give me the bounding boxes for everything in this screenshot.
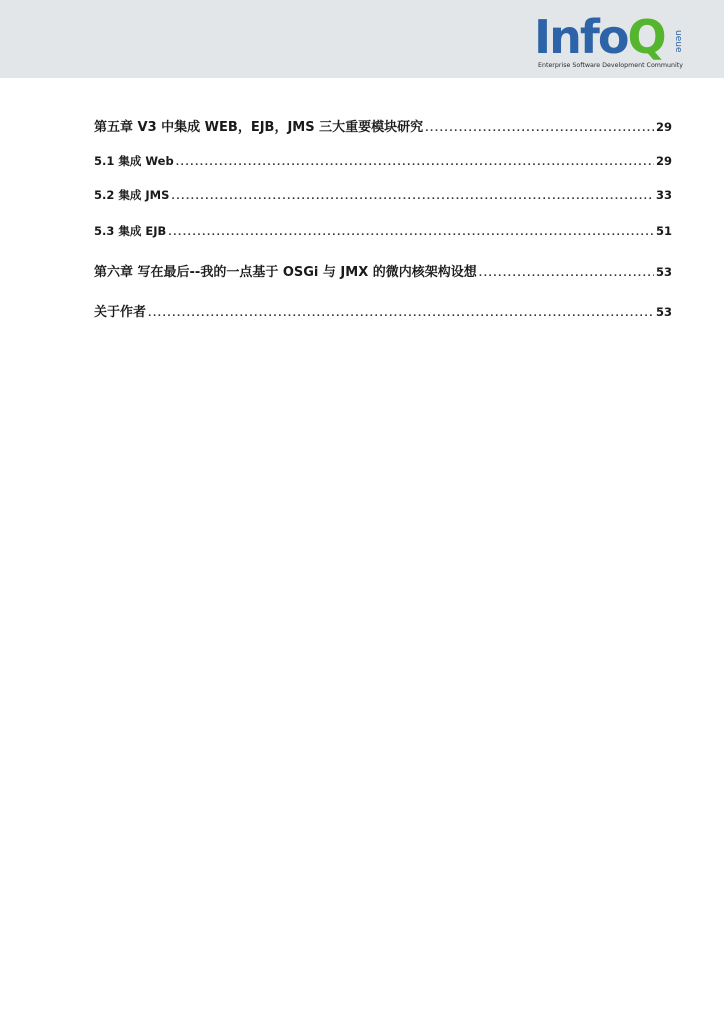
toc-entry-title: 5.3 集成 EJB	[94, 224, 167, 238]
toc-entry-title: 5.2 集成 JMS	[94, 188, 170, 202]
toc-page-number: 53	[655, 305, 672, 319]
toc-entry-title: 第五章 V3 中集成 WEB，EJB，JMS 三大重要模块研究	[94, 120, 424, 135]
page-header	[0, 0, 724, 78]
logo-queue-text: ueue	[673, 30, 683, 53]
toc-entry-title: 第六章 写在最后--我的一点基于 OSGi 与 JMX 的微内核架构设想	[94, 265, 477, 280]
toc-dot-leader	[168, 228, 654, 238]
toc-page-number: 29	[655, 154, 672, 168]
toc-entry-chapter-5[interactable]	[94, 116, 672, 135]
toc-page-number: 29	[655, 120, 672, 134]
toc-entry-title: 关于作者	[94, 305, 147, 320]
logo-wordmark	[534, 12, 666, 62]
toc-entry-5-2[interactable]	[94, 187, 672, 203]
toc-entry-5-1[interactable]	[94, 153, 672, 169]
toc-entry-chapter-6[interactable]	[94, 261, 672, 280]
toc-page-number: 53	[655, 265, 672, 279]
logo-tagline: Enterprise Software Development Community	[538, 62, 683, 69]
toc-entry-about-author[interactable]	[94, 301, 672, 320]
logo-info-text: Info	[534, 10, 628, 64]
toc-entry-title: 5.1 集成 Web	[94, 154, 174, 168]
toc-dot-leader	[479, 269, 654, 279]
infoq-logo	[534, 12, 704, 74]
toc-entry-5-3[interactable]	[94, 223, 672, 239]
toc-dot-leader	[176, 158, 654, 168]
toc-page-number: 51	[655, 224, 672, 238]
toc-page-number: 33	[655, 188, 672, 202]
toc-dot-leader	[148, 309, 654, 319]
toc-dot-leader	[425, 124, 654, 134]
toc-dot-leader	[171, 192, 654, 202]
logo-q-text: Q	[627, 10, 666, 64]
